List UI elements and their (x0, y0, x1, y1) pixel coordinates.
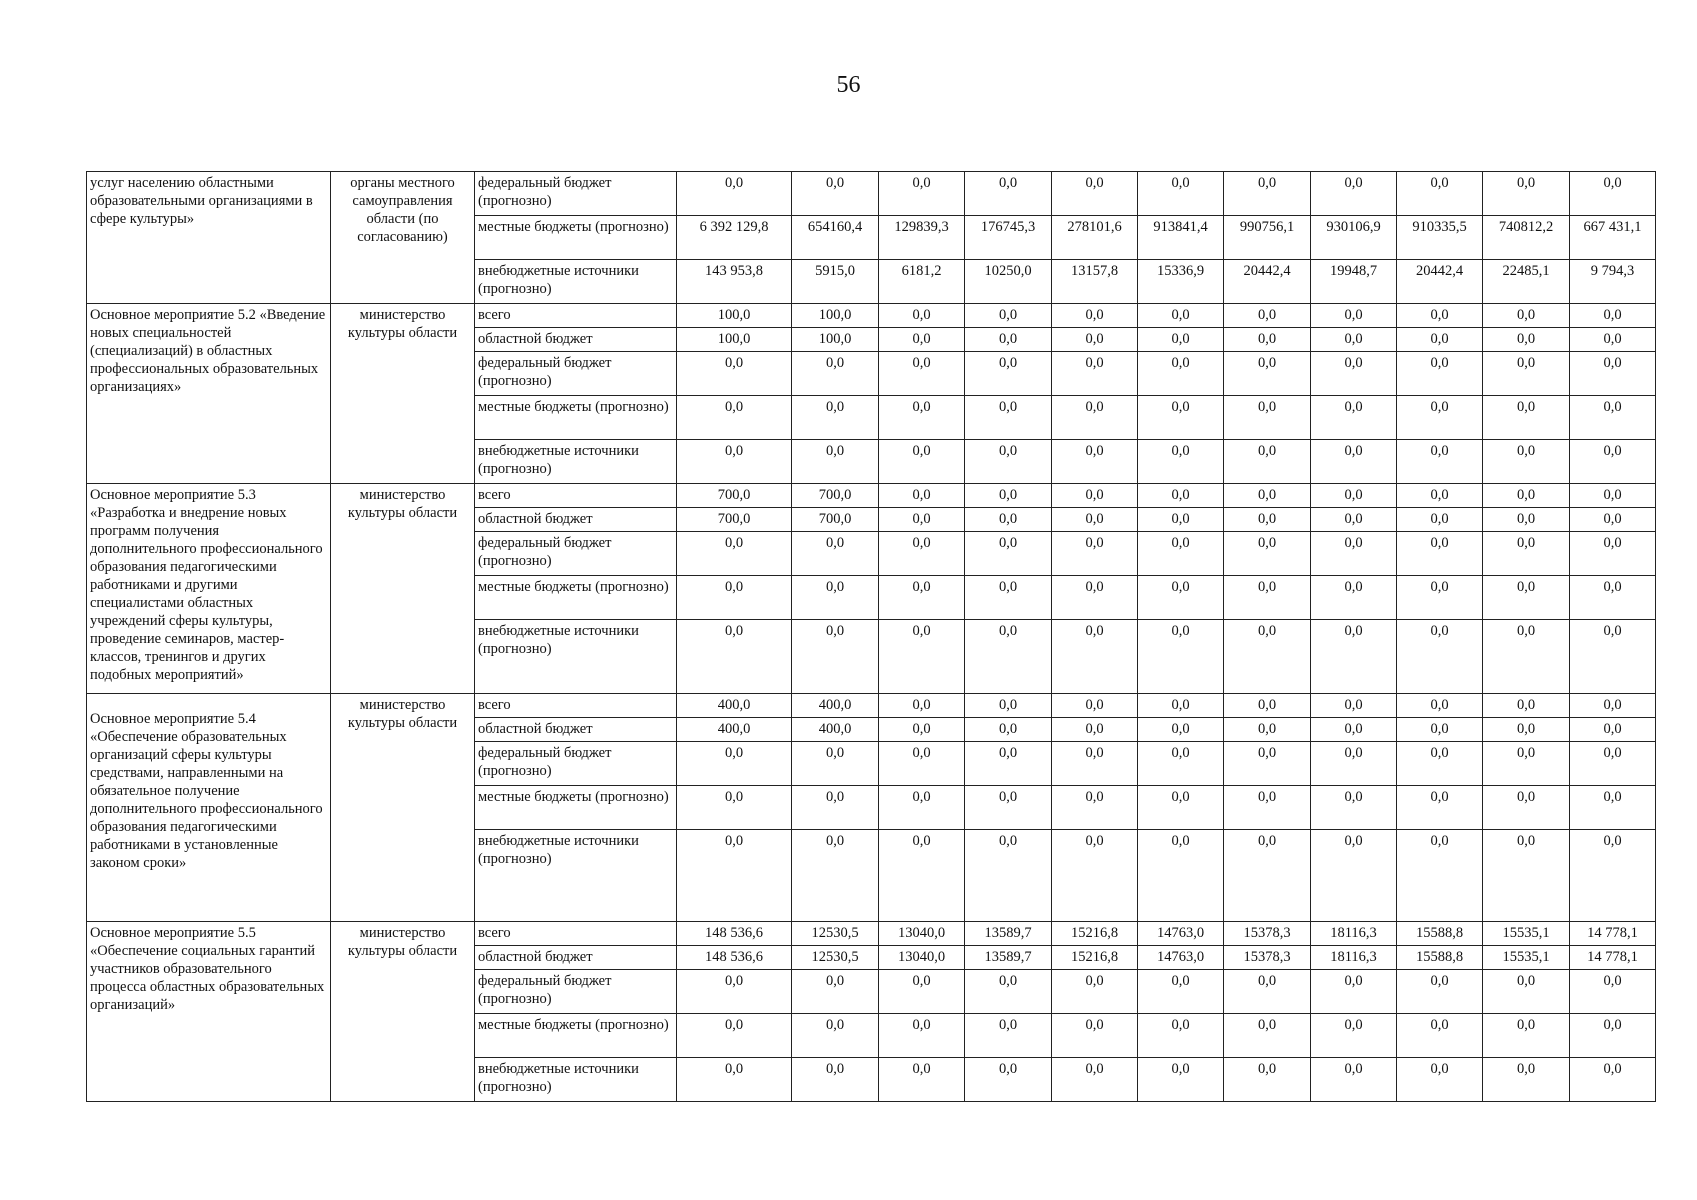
year-value-cell: 400,0 (792, 718, 879, 742)
funding-source-cell: внебюджетные источники (прогнозно) (475, 830, 677, 922)
total-value-cell: 0,0 (677, 620, 792, 694)
year-value-cell: 0,0 (1224, 970, 1311, 1014)
funding-source-cell: федеральный бюджет (прогнозно) (475, 352, 677, 396)
year-value-cell: 0,0 (1570, 440, 1656, 484)
year-value-cell: 15588,8 (1397, 946, 1483, 970)
year-value-cell: 13157,8 (1052, 260, 1138, 304)
total-value-cell: 0,0 (677, 970, 792, 1014)
year-value-cell: 0,0 (1397, 328, 1483, 352)
year-value-cell: 278101,6 (1052, 216, 1138, 260)
year-value-cell: 0,0 (879, 328, 965, 352)
executor-cell: министерство культуры области (331, 484, 475, 694)
year-value-cell: 0,0 (1052, 620, 1138, 694)
year-value-cell: 667 431,1 (1570, 216, 1656, 260)
executor-cell: министерство культуры области (331, 922, 475, 1102)
year-value-cell: 0,0 (1397, 304, 1483, 328)
year-value-cell: 15378,3 (1224, 922, 1311, 946)
year-value-cell: 0,0 (1311, 718, 1397, 742)
year-value-cell: 15378,3 (1224, 946, 1311, 970)
year-value-cell: 13589,7 (965, 922, 1052, 946)
year-value-cell: 0,0 (879, 1014, 965, 1058)
year-value-cell: 0,0 (1311, 576, 1397, 620)
year-value-cell: 0,0 (1483, 1058, 1570, 1102)
year-value-cell: 0,0 (1224, 532, 1311, 576)
funding-source-cell: внебюджетные источники (прогнозно) (475, 260, 677, 304)
year-value-cell: 0,0 (1138, 508, 1224, 532)
year-value-cell: 0,0 (1483, 620, 1570, 694)
year-value-cell: 100,0 (792, 328, 879, 352)
year-value-cell: 0,0 (965, 508, 1052, 532)
table-row (87, 304, 1656, 328)
year-value-cell: 0,0 (879, 742, 965, 786)
year-value-cell: 0,0 (1483, 718, 1570, 742)
year-value-cell: 0,0 (879, 396, 965, 440)
year-value-cell: 0,0 (1138, 1014, 1224, 1058)
year-value-cell: 0,0 (1570, 694, 1656, 718)
total-value-cell: 0,0 (677, 1014, 792, 1058)
year-value-cell: 0,0 (1483, 532, 1570, 576)
year-value-cell: 0,0 (1397, 440, 1483, 484)
year-value-cell: 129839,3 (879, 216, 965, 260)
year-value-cell: 400,0 (792, 694, 879, 718)
year-value-cell: 0,0 (1570, 304, 1656, 328)
total-value-cell: 0,0 (677, 1058, 792, 1102)
year-value-cell: 0,0 (1138, 742, 1224, 786)
year-value-cell: 0,0 (1397, 694, 1483, 718)
total-value-cell: 0,0 (677, 786, 792, 830)
year-value-cell: 0,0 (1052, 970, 1138, 1014)
total-value-cell: 100,0 (677, 304, 792, 328)
year-value-cell: 700,0 (792, 508, 879, 532)
year-value-cell: 0,0 (1311, 742, 1397, 786)
budget-table-body (87, 172, 1656, 1102)
year-value-cell: 9 794,3 (1570, 260, 1656, 304)
year-value-cell: 0,0 (965, 718, 1052, 742)
year-value-cell: 654160,4 (792, 216, 879, 260)
total-value-cell: 400,0 (677, 718, 792, 742)
year-value-cell: 0,0 (1483, 970, 1570, 1014)
funding-source-cell: всего (475, 694, 677, 718)
year-value-cell: 0,0 (1397, 742, 1483, 786)
year-value-cell: 0,0 (1311, 1058, 1397, 1102)
year-value-cell: 0,0 (792, 576, 879, 620)
year-value-cell: 0,0 (965, 396, 1052, 440)
funding-source-cell: федеральный бюджет (прогнозно) (475, 532, 677, 576)
year-value-cell: 22485,1 (1483, 260, 1570, 304)
year-value-cell: 0,0 (1397, 352, 1483, 396)
year-value-cell: 5915,0 (792, 260, 879, 304)
year-value-cell: 0,0 (1483, 742, 1570, 786)
year-value-cell: 0,0 (1224, 694, 1311, 718)
year-value-cell: 0,0 (1052, 1014, 1138, 1058)
year-value-cell: 0,0 (1570, 830, 1656, 922)
executor-cell: органы местного самоуправления области (по согласованию) (331, 172, 475, 304)
year-value-cell: 0,0 (879, 718, 965, 742)
year-value-cell: 0,0 (1570, 396, 1656, 440)
year-value-cell: 15216,8 (1052, 922, 1138, 946)
year-value-cell: 0,0 (1138, 718, 1224, 742)
year-value-cell: 0,0 (1224, 484, 1311, 508)
year-value-cell: 0,0 (1570, 786, 1656, 830)
table-row (87, 172, 1656, 216)
total-value-cell: 148 536,6 (677, 946, 792, 970)
total-value-cell: 100,0 (677, 328, 792, 352)
year-value-cell: 14763,0 (1138, 922, 1224, 946)
funding-source-cell: областной бюджет (475, 946, 677, 970)
year-value-cell: 0,0 (965, 328, 1052, 352)
year-value-cell: 0,0 (1397, 970, 1483, 1014)
year-value-cell: 0,0 (1052, 508, 1138, 532)
year-value-cell: 0,0 (1311, 508, 1397, 532)
year-value-cell: 0,0 (1138, 484, 1224, 508)
year-value-cell: 0,0 (1483, 830, 1570, 922)
year-value-cell: 0,0 (1138, 304, 1224, 328)
year-value-cell: 13589,7 (965, 946, 1052, 970)
year-value-cell: 0,0 (1483, 328, 1570, 352)
year-value-cell: 0,0 (1483, 1014, 1570, 1058)
year-value-cell: 0,0 (792, 1058, 879, 1102)
year-value-cell: 0,0 (1138, 970, 1224, 1014)
year-value-cell: 0,0 (1397, 396, 1483, 440)
year-value-cell: 0,0 (1483, 694, 1570, 718)
year-value-cell: 0,0 (965, 532, 1052, 576)
year-value-cell: 0,0 (1224, 440, 1311, 484)
year-value-cell: 0,0 (1224, 576, 1311, 620)
funding-source-cell: внебюджетные источники (прогнозно) (475, 440, 677, 484)
year-value-cell: 0,0 (1483, 304, 1570, 328)
year-value-cell: 0,0 (879, 352, 965, 396)
year-value-cell: 0,0 (965, 172, 1052, 216)
year-value-cell: 0,0 (1311, 620, 1397, 694)
year-value-cell: 0,0 (792, 620, 879, 694)
year-value-cell: 0,0 (1311, 786, 1397, 830)
year-value-cell: 0,0 (965, 440, 1052, 484)
year-value-cell: 0,0 (1483, 352, 1570, 396)
year-value-cell: 0,0 (1397, 576, 1483, 620)
year-value-cell: 0,0 (965, 1058, 1052, 1102)
year-value-cell: 0,0 (965, 484, 1052, 508)
year-value-cell: 14 778,1 (1570, 946, 1656, 970)
budget-table (86, 171, 1656, 1102)
year-value-cell: 0,0 (965, 694, 1052, 718)
event-name-cell: Основное мероприятие 5.3 «Разработка и внедрение новых программ получения дополнительного профессионального образования педагогическими работниками и другими специалистами областных учреждений сферы культуры, проведение семинаров, мастер-классов, тренингов и других подобных мероприятий» (87, 484, 331, 694)
year-value-cell: 0,0 (1052, 830, 1138, 922)
total-value-cell: 0,0 (677, 396, 792, 440)
year-value-cell: 0,0 (1311, 328, 1397, 352)
year-value-cell: 0,0 (1397, 508, 1483, 532)
year-value-cell: 0,0 (1052, 304, 1138, 328)
year-value-cell: 0,0 (1483, 576, 1570, 620)
year-value-cell: 15336,9 (1138, 260, 1224, 304)
year-value-cell: 0,0 (1052, 742, 1138, 786)
year-value-cell: 0,0 (879, 786, 965, 830)
year-value-cell: 0,0 (1138, 786, 1224, 830)
year-value-cell: 13040,0 (879, 922, 965, 946)
year-value-cell: 15535,1 (1483, 922, 1570, 946)
year-value-cell: 12530,5 (792, 922, 879, 946)
table-row (87, 484, 1656, 508)
year-value-cell: 6181,2 (879, 260, 965, 304)
total-value-cell: 0,0 (677, 532, 792, 576)
year-value-cell: 0,0 (879, 620, 965, 694)
funding-source-cell: местные бюджеты (прогнозно) (475, 216, 677, 260)
year-value-cell: 15588,8 (1397, 922, 1483, 946)
year-value-cell: 20442,4 (1224, 260, 1311, 304)
year-value-cell: 0,0 (1224, 830, 1311, 922)
year-value-cell: 0,0 (879, 304, 965, 328)
year-value-cell: 0,0 (1570, 484, 1656, 508)
year-value-cell: 740812,2 (1483, 216, 1570, 260)
year-value-cell: 100,0 (792, 304, 879, 328)
year-value-cell: 0,0 (1311, 440, 1397, 484)
year-value-cell: 0,0 (792, 1014, 879, 1058)
funding-source-cell: областной бюджет (475, 718, 677, 742)
funding-source-cell: местные бюджеты (прогнозно) (475, 1014, 677, 1058)
year-value-cell: 0,0 (965, 304, 1052, 328)
year-value-cell: 13040,0 (879, 946, 965, 970)
year-value-cell: 0,0 (1397, 718, 1483, 742)
total-value-cell: 0,0 (677, 742, 792, 786)
year-value-cell: 0,0 (1138, 576, 1224, 620)
funding-source-cell: федеральный бюджет (прогнозно) (475, 172, 677, 216)
year-value-cell: 12530,5 (792, 946, 879, 970)
funding-source-cell: федеральный бюджет (прогнозно) (475, 742, 677, 786)
total-value-cell: 0,0 (677, 576, 792, 620)
year-value-cell: 18116,3 (1311, 922, 1397, 946)
year-value-cell: 0,0 (792, 532, 879, 576)
year-value-cell: 0,0 (1138, 532, 1224, 576)
year-value-cell: 0,0 (792, 742, 879, 786)
year-value-cell: 0,0 (965, 1014, 1052, 1058)
year-value-cell: 0,0 (1570, 718, 1656, 742)
funding-source-cell: внебюджетные источники (прогнозно) (475, 620, 677, 694)
total-value-cell: 700,0 (677, 484, 792, 508)
year-value-cell: 0,0 (1224, 396, 1311, 440)
year-value-cell: 0,0 (965, 786, 1052, 830)
year-value-cell: 0,0 (1224, 508, 1311, 532)
year-value-cell: 0,0 (879, 508, 965, 532)
year-value-cell: 0,0 (1397, 830, 1483, 922)
year-value-cell: 0,0 (1138, 620, 1224, 694)
year-value-cell: 700,0 (792, 484, 879, 508)
year-value-cell: 0,0 (1570, 508, 1656, 532)
year-value-cell: 0,0 (792, 440, 879, 484)
funding-source-cell: внебюджетные источники (прогнозно) (475, 1058, 677, 1102)
funding-source-cell: всего (475, 484, 677, 508)
year-value-cell: 0,0 (879, 1058, 965, 1102)
funding-source-cell: местные бюджеты (прогнозно) (475, 786, 677, 830)
year-value-cell: 0,0 (1052, 786, 1138, 830)
year-value-cell: 0,0 (1224, 328, 1311, 352)
year-value-cell: 0,0 (1397, 484, 1483, 508)
executor-cell: министерство культуры области (331, 694, 475, 922)
year-value-cell: 0,0 (879, 484, 965, 508)
total-value-cell: 143 953,8 (677, 260, 792, 304)
event-name-cell: услуг населению областными образовательными организациями в сфере культуры» (87, 172, 331, 304)
year-value-cell: 0,0 (1138, 328, 1224, 352)
year-value-cell: 0,0 (1570, 172, 1656, 216)
year-value-cell: 0,0 (879, 532, 965, 576)
year-value-cell: 0,0 (965, 830, 1052, 922)
year-value-cell: 0,0 (1224, 304, 1311, 328)
year-value-cell: 0,0 (1311, 304, 1397, 328)
year-value-cell: 0,0 (879, 440, 965, 484)
year-value-cell: 0,0 (1570, 1058, 1656, 1102)
year-value-cell: 0,0 (792, 830, 879, 922)
year-value-cell: 0,0 (1570, 352, 1656, 396)
year-value-cell: 0,0 (965, 620, 1052, 694)
year-value-cell: 0,0 (1483, 440, 1570, 484)
year-value-cell: 15535,1 (1483, 946, 1570, 970)
year-value-cell: 0,0 (1311, 484, 1397, 508)
funding-source-cell: всего (475, 922, 677, 946)
year-value-cell: 913841,4 (1138, 216, 1224, 260)
year-value-cell: 0,0 (1052, 328, 1138, 352)
year-value-cell: 0,0 (1570, 576, 1656, 620)
year-value-cell: 0,0 (1311, 396, 1397, 440)
year-value-cell: 0,0 (1224, 742, 1311, 786)
funding-source-cell: местные бюджеты (прогнозно) (475, 396, 677, 440)
year-value-cell: 0,0 (1397, 532, 1483, 576)
year-value-cell: 0,0 (1224, 620, 1311, 694)
year-value-cell: 0,0 (1483, 786, 1570, 830)
year-value-cell: 0,0 (1570, 742, 1656, 786)
year-value-cell: 0,0 (879, 830, 965, 922)
year-value-cell: 0,0 (1224, 172, 1311, 216)
year-value-cell: 0,0 (1138, 694, 1224, 718)
year-value-cell: 0,0 (1224, 352, 1311, 396)
year-value-cell: 0,0 (879, 576, 965, 620)
total-value-cell: 700,0 (677, 508, 792, 532)
year-value-cell: 20442,4 (1397, 260, 1483, 304)
year-value-cell: 0,0 (1397, 1014, 1483, 1058)
year-value-cell: 10250,0 (965, 260, 1052, 304)
year-value-cell: 0,0 (1138, 440, 1224, 484)
executor-cell: министерство культуры области (331, 304, 475, 484)
total-value-cell: 148 536,6 (677, 922, 792, 946)
total-value-cell: 0,0 (677, 440, 792, 484)
year-value-cell: 0,0 (965, 576, 1052, 620)
year-value-cell: 0,0 (792, 970, 879, 1014)
year-value-cell: 0,0 (1311, 694, 1397, 718)
year-value-cell: 0,0 (879, 694, 965, 718)
funding-source-cell: местные бюджеты (прогнозно) (475, 576, 677, 620)
year-value-cell: 0,0 (1311, 970, 1397, 1014)
year-value-cell: 0,0 (1224, 786, 1311, 830)
year-value-cell: 0,0 (965, 742, 1052, 786)
year-value-cell: 0,0 (1483, 508, 1570, 532)
funding-source-cell: федеральный бюджет (прогнозно) (475, 970, 677, 1014)
year-value-cell: 14763,0 (1138, 946, 1224, 970)
event-name-cell: Основное мероприятие 5.5 «Обеспечение социальных гарантий участников образовательного процесса областных образовательных организаций» (87, 922, 331, 1102)
year-value-cell: 0,0 (792, 172, 879, 216)
year-value-cell: 0,0 (1052, 396, 1138, 440)
year-value-cell: 930106,9 (1311, 216, 1397, 260)
year-value-cell: 0,0 (1311, 532, 1397, 576)
year-value-cell: 0,0 (1052, 484, 1138, 508)
year-value-cell: 0,0 (1224, 1014, 1311, 1058)
year-value-cell: 0,0 (792, 786, 879, 830)
total-value-cell: 6 392 129,8 (677, 216, 792, 260)
year-value-cell: 0,0 (1052, 576, 1138, 620)
year-value-cell: 0,0 (1570, 970, 1656, 1014)
page-number: 56 (836, 72, 861, 98)
year-value-cell: 0,0 (1397, 1058, 1483, 1102)
year-value-cell: 0,0 (1311, 352, 1397, 396)
year-value-cell: 0,0 (1138, 830, 1224, 922)
total-value-cell: 0,0 (677, 172, 792, 216)
year-value-cell: 0,0 (1483, 484, 1570, 508)
year-value-cell: 0,0 (1483, 396, 1570, 440)
total-value-cell: 0,0 (677, 352, 792, 396)
year-value-cell: 15216,8 (1052, 946, 1138, 970)
year-value-cell: 0,0 (1052, 1058, 1138, 1102)
year-value-cell: 0,0 (1397, 786, 1483, 830)
year-value-cell: 0,0 (965, 970, 1052, 1014)
year-value-cell: 0,0 (879, 172, 965, 216)
year-value-cell: 0,0 (792, 396, 879, 440)
year-value-cell: 0,0 (1570, 1014, 1656, 1058)
year-value-cell: 0,0 (1052, 172, 1138, 216)
year-value-cell: 0,0 (1052, 718, 1138, 742)
year-value-cell: 0,0 (792, 352, 879, 396)
year-value-cell: 990756,1 (1224, 216, 1311, 260)
year-value-cell: 0,0 (1052, 532, 1138, 576)
year-value-cell: 19948,7 (1311, 260, 1397, 304)
year-value-cell: 0,0 (1483, 172, 1570, 216)
year-value-cell: 176745,3 (965, 216, 1052, 260)
year-value-cell: 910335,5 (1397, 216, 1483, 260)
year-value-cell: 0,0 (879, 970, 965, 1014)
funding-source-cell: всего (475, 304, 677, 328)
year-value-cell: 0,0 (1052, 440, 1138, 484)
year-value-cell: 0,0 (1570, 620, 1656, 694)
total-value-cell: 400,0 (677, 694, 792, 718)
year-value-cell: 0,0 (1397, 620, 1483, 694)
year-value-cell: 0,0 (1311, 1014, 1397, 1058)
event-name-cell: Основное мероприятие 5.4 «Обеспечение образовательных организаций сферы культуры средствами, направленными на обязательное получение дополнительного профессионального образования педагогическими работниками в установленные законом сроки» (87, 694, 331, 922)
year-value-cell: 0,0 (1138, 396, 1224, 440)
event-name-cell: Основное мероприятие 5.2 «Введение новых специальностей (специализаций) в областных профессиональных образовательных организациях» (87, 304, 331, 484)
year-value-cell: 0,0 (1397, 172, 1483, 216)
year-value-cell: 18116,3 (1311, 946, 1397, 970)
year-value-cell: 0,0 (1570, 532, 1656, 576)
year-value-cell: 0,0 (1570, 328, 1656, 352)
year-value-cell: 0,0 (1138, 172, 1224, 216)
funding-source-cell: областной бюджет (475, 508, 677, 532)
year-value-cell: 0,0 (1311, 830, 1397, 922)
year-value-cell: 0,0 (1052, 352, 1138, 396)
year-value-cell: 0,0 (1224, 718, 1311, 742)
total-value-cell: 0,0 (677, 830, 792, 922)
year-value-cell: 0,0 (1138, 352, 1224, 396)
year-value-cell: 14 778,1 (1570, 922, 1656, 946)
table-row (87, 694, 1656, 718)
year-value-cell: 0,0 (1311, 172, 1397, 216)
year-value-cell: 0,0 (965, 352, 1052, 396)
year-value-cell: 0,0 (1224, 1058, 1311, 1102)
table-row (87, 922, 1656, 946)
year-value-cell: 0,0 (1052, 694, 1138, 718)
year-value-cell: 0,0 (1138, 1058, 1224, 1102)
funding-source-cell: областной бюджет (475, 328, 677, 352)
